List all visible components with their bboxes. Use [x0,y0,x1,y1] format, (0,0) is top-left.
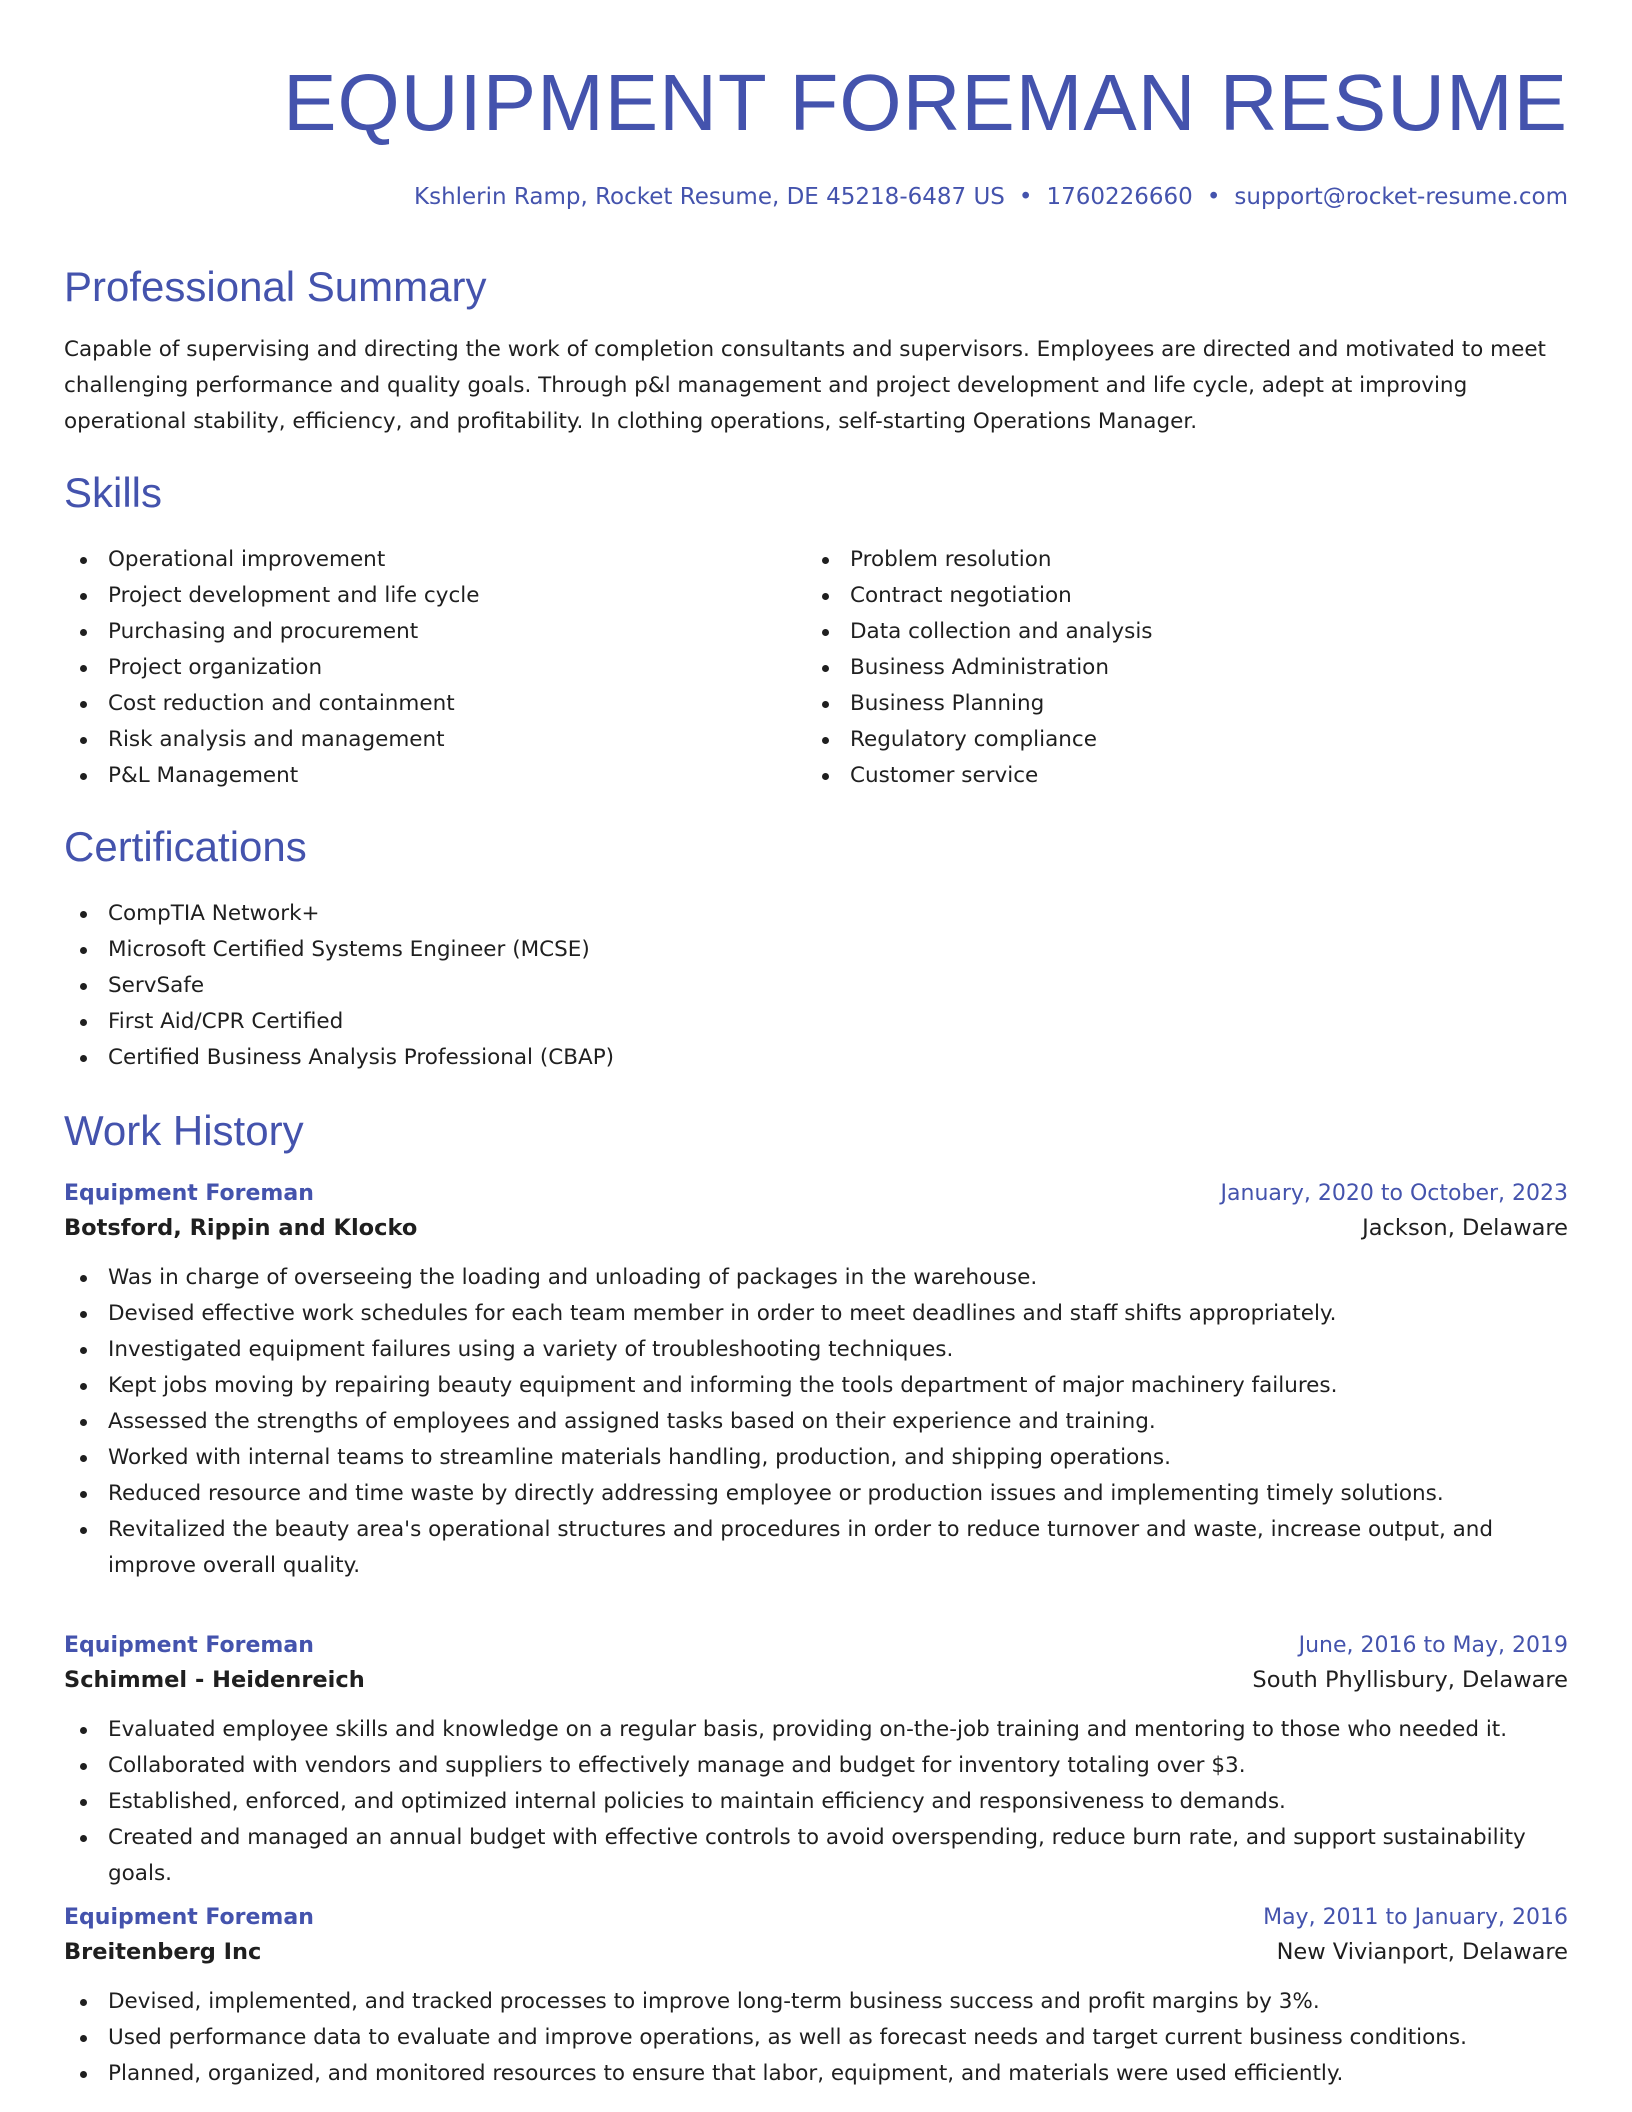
contact-email: support@rocket-resume.com [1234,184,1568,210]
certification-item: ServSafe [64,968,614,1004]
skill-item: Regulatory compliance [806,722,1153,758]
contact-separator: • [1018,184,1033,210]
job-bullets [64,1260,1568,1584]
contact-line [414,182,1568,212]
certification-item: Certified Business Analysis Professional (CBAP) [64,1040,614,1076]
job-bullet: Planned, organized, and monitored resources to ensure that labor, equipment, and materials were used efficiently. [64,2056,1568,2092]
job-entry [64,1630,1568,1892]
job-bullets [64,1712,1568,1892]
job-dates: January, 2020 to October, 2023 [1220,1181,1568,1206]
skill-item: Problem resolution [806,542,1153,578]
skill-item: Risk analysis and management [64,722,479,758]
skill-item: Project organization [64,650,479,686]
skills-heading: Skills [64,469,163,516]
job-dates: May, 2011 to January, 2016 [1263,1905,1568,1930]
summary-heading: Professional Summary [64,263,487,310]
skill-item: Business Administration [806,650,1153,686]
job-bullet: Devised, implemented, and tracked processes to improve long-term business success and profit margins by 3%. [64,1984,1568,2020]
job-bullet: Created and managed an annual budget with effective controls to avoid overspending, reduce burn rate, and support sustainability goals. [64,1820,1568,1892]
job-bullet: Evaluated employee skills and knowledge on a regular basis, providing on-the-job training and mentoring to those who needed it. [64,1712,1568,1748]
job-bullet: Reduced resource and time waste by directly addressing employee or production issues and implementing timely solutions. [64,1476,1568,1512]
job-location: Jackson, Delaware [1362,1215,1568,1241]
skill-item: Contract negotiation [806,578,1153,614]
skill-item: Customer service [806,758,1153,794]
job-bullet: Devised effective work schedules for each team member in order to meet deadlines and staff shifts appropriately. [64,1296,1568,1332]
job-title: Equipment Foreman [64,1633,314,1658]
job-company: Botsford, Rippin and Klocko [64,1215,418,1241]
job-company: Schimmel - Heidenreich [64,1667,365,1693]
skill-item: Operational improvement [64,542,479,578]
contact-address: Kshlerin Ramp, Rocket Resume, DE 45218-6487 US [414,184,1005,210]
job-entry [64,1902,1568,2092]
skills-list-left [64,542,479,794]
skill-item: Purchasing and procurement [64,614,479,650]
skill-item: Project development and life cycle [64,578,479,614]
certification-item: CompTIA Network+ [64,896,614,932]
job-bullet: Collaborated with vendors and suppliers to effectively manage and budget for inventory totaling over $3. [64,1748,1568,1784]
resume-page [64,0,1568,2086]
skill-item: Cost reduction and containment [64,686,479,722]
skill-item: Data collection and analysis [806,614,1153,650]
certifications-heading: Certifications [64,823,307,870]
job-location: New Vivianport, Delaware [1276,1939,1568,1965]
skill-item: Business Planning [806,686,1153,722]
job-bullet: Assessed the strengths of employees and assigned tasks based on their experience and training. [64,1404,1568,1440]
certification-item: Microsoft Certified Systems Engineer (MCSE) [64,932,614,968]
job-bullet: Worked with internal teams to streamline materials handling, production, and shipping operations. [64,1440,1568,1476]
job-dates: June, 2016 to May, 2019 [1298,1633,1568,1658]
job-bullet: Investigated equipment failures using a variety of troubleshooting techniques. [64,1332,1568,1368]
job-title: Equipment Foreman [64,1181,314,1206]
job-title: Equipment Foreman [64,1905,314,1930]
job-entry [64,1178,1568,1584]
job-bullet: Established, enforced, and optimized internal policies to maintain efficiency and responsiveness to demands. [64,1784,1568,1820]
certifications-list [64,896,614,1076]
certification-item: First Aid/CPR Certified [64,1004,614,1040]
job-bullet: Revitalized the beauty area's operational structures and procedures in order to reduce turnover and waste, increase output, and improve overall quality. [64,1512,1568,1584]
resume-title: EQUIPMENT FOREMAN RESUME [283,58,1568,147]
skill-item: P&L Management [64,758,479,794]
work-history-heading: Work History [64,1107,304,1154]
job-location: South Phyllisbury, Delaware [1252,1667,1568,1693]
job-bullet: Was in charge of overseeing the loading and unloading of packages in the warehouse. [64,1260,1568,1296]
skills-list-right [806,542,1153,794]
job-bullets [64,1984,1568,2092]
contact-separator: • [1206,184,1221,210]
job-bullet: Kept jobs moving by repairing beauty equipment and informing the tools department of major machinery failures. [64,1368,1568,1404]
job-company: Breitenberg Inc [64,1939,262,1965]
contact-phone: 1760226660 [1046,184,1193,210]
job-bullet: Used performance data to evaluate and improve operations, as well as forecast needs and target current business conditions. [64,2020,1568,2056]
summary-text: Capable of supervising and directing the work of completion consultants and supervisors. Employees are directed and motivated to meet challenging performance and quality goals. Through p&l management and project development and life cycle, adept at improving operational stability, efficiency, and profitability. In clothing operations, self-starting Operations Manager. [64,337,1546,434]
